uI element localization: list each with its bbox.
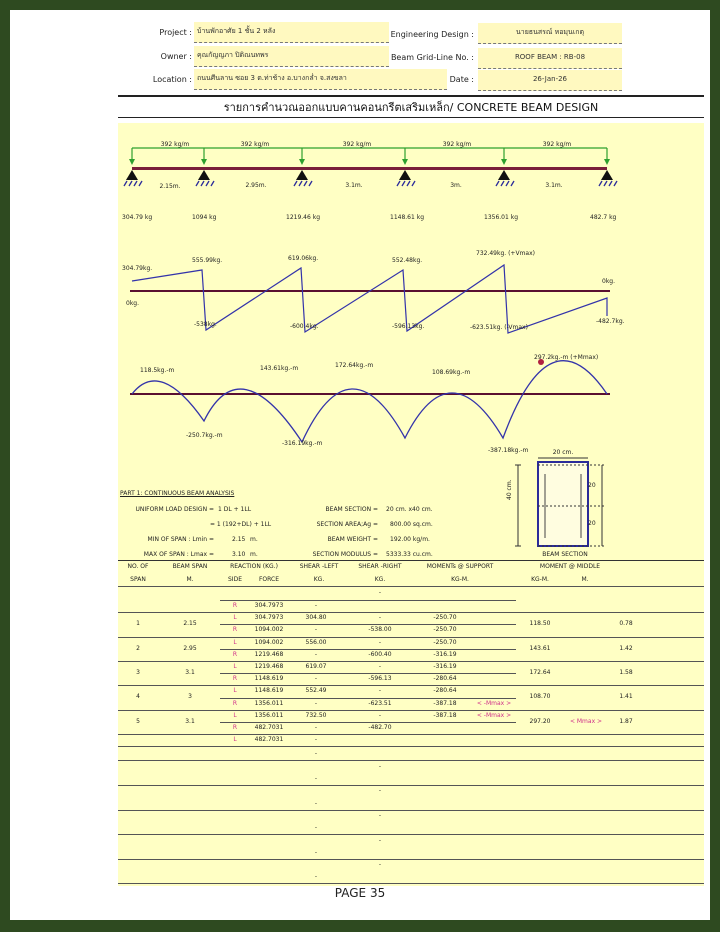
reaction-label: 304.79 kg xyxy=(122,214,153,221)
table-row-shear-left: 556.00 xyxy=(305,638,327,646)
table-row-force: 482.7031 xyxy=(254,736,284,744)
table-subheader: KG-M. xyxy=(451,576,469,583)
table-rule xyxy=(118,859,704,860)
moment-label: 297.2kg.-m (+Mmax) xyxy=(534,354,599,361)
table-row-shear-left: - xyxy=(314,724,318,731)
table-span-moment: 297.20 xyxy=(529,717,551,725)
table-row-shear-left: - xyxy=(314,602,318,609)
table-rule xyxy=(118,586,704,587)
support-hatch xyxy=(407,181,410,186)
section-width-label: 20 cm. xyxy=(552,449,574,456)
shear-label: -482.7kg. xyxy=(596,318,625,325)
table-rule xyxy=(516,685,704,686)
table-row-shear-right: -538.00 xyxy=(368,626,392,634)
section-height-label: 40 cm. xyxy=(506,479,513,500)
support-hatch xyxy=(124,181,127,186)
table-row-side: R xyxy=(232,699,238,707)
location-field: ถนนศีนลาน ซอย 3 ต.ท่าช้าง อ.บางกล่ำ จ.สงขลา xyxy=(194,69,447,90)
table-rule xyxy=(220,710,516,711)
table-rule xyxy=(516,612,704,613)
table-row-force: 1094.002 xyxy=(254,626,284,634)
reaction-label: 1094 kg xyxy=(192,214,217,221)
table-header: MOMENTs @ SUPPORT xyxy=(426,563,494,570)
load-diagram xyxy=(124,148,617,186)
reaction-label: 1356.01 kg xyxy=(484,214,519,221)
load-arrowhead xyxy=(604,159,610,165)
table-row-force: 1148.619 xyxy=(254,687,284,695)
table-span-length: 2.15 xyxy=(183,620,197,628)
load-label: 392 kg/m xyxy=(542,141,572,148)
support-hatch xyxy=(397,181,400,186)
max-span-unit: m. xyxy=(250,551,258,558)
table-row-moment-support: -387.18 xyxy=(433,711,457,719)
location-label: Location : xyxy=(152,75,192,84)
load-arrowhead xyxy=(201,159,207,165)
support-hatch xyxy=(139,181,142,186)
shear-label: -596.13kg. xyxy=(392,323,425,330)
shear-label: 304.79kg. xyxy=(122,265,153,272)
table-row-shear-left: 304.80 xyxy=(305,614,327,622)
table-rule xyxy=(220,649,516,650)
page-number: PAGE 35 xyxy=(334,886,386,900)
table-subheader: M. xyxy=(581,576,589,583)
table-header: MOMENT @ MIDDLE xyxy=(539,563,601,570)
load-arrowhead xyxy=(501,159,507,165)
table-rule xyxy=(118,661,220,662)
table-rule xyxy=(220,685,516,686)
beam-line xyxy=(132,167,607,170)
section-upper-label: 20 xyxy=(588,482,596,489)
load-label: 392 kg/m xyxy=(160,141,190,148)
section-modulus-label: SECTION MODULUS = xyxy=(312,551,378,558)
table-rule xyxy=(118,785,704,786)
table-row-moment-support: -387.18 xyxy=(433,699,457,707)
table-subheader: M. xyxy=(186,576,194,583)
project-field: บ้านพักอาศัย 1 ชั้น 2 หลัง xyxy=(194,22,389,43)
table-blank-cell: - xyxy=(314,873,318,881)
shear-label: 0kg. xyxy=(602,278,616,285)
table-blank-cell: - xyxy=(314,848,318,856)
support-hatch xyxy=(304,181,307,186)
table-rule xyxy=(118,685,220,686)
table-span-no: 4 xyxy=(136,693,140,701)
table-rule xyxy=(220,637,516,638)
table-row-moment-support: -250.70 xyxy=(433,626,457,634)
moment-label: 108.69kg.-m xyxy=(432,369,471,376)
table-row-moment-support: -250.70 xyxy=(433,614,457,622)
table-row-side: L xyxy=(233,638,237,646)
min-span-label: MIN OF SPAN : Lmin = xyxy=(147,536,214,543)
min-span-unit: m. xyxy=(250,536,258,543)
table-rule xyxy=(220,661,516,662)
calculation-sheet xyxy=(10,10,710,920)
table-blank-cell: - xyxy=(378,762,382,770)
uniform-load-label: UNIFORM LOAD DESIGN = xyxy=(135,506,214,513)
table-rule xyxy=(118,883,704,884)
project-label: Project : xyxy=(159,28,192,37)
table-top-line xyxy=(118,560,704,561)
support-hatch xyxy=(496,181,499,186)
table-header: NO. OF xyxy=(127,563,149,570)
load-arrowhead xyxy=(402,159,408,165)
support-hatch xyxy=(134,181,137,186)
table-row-shear-right: - xyxy=(378,687,382,695)
table-rule xyxy=(220,722,516,723)
table-row-moment-support: -250.70 xyxy=(433,638,457,646)
moment-label: 118.5kg.-m xyxy=(140,367,175,374)
support-hatch xyxy=(196,181,199,186)
date-label: Date : xyxy=(449,75,474,84)
table-blank-cell: - xyxy=(314,750,318,758)
table-row-side: L xyxy=(233,736,237,744)
table-rule xyxy=(118,810,704,811)
table-blank-cell: - xyxy=(314,824,318,832)
shear-label: 732.49kg. (+Vmax) xyxy=(476,250,535,257)
support-triangle xyxy=(126,170,138,180)
table-rule xyxy=(118,834,704,835)
part1-heading: PART 1: CONTINUOUS BEAM ANALYSIS xyxy=(120,490,235,497)
table-row-shear-right: - xyxy=(378,614,382,622)
table-span-moment: 108.70 xyxy=(529,693,551,701)
table-rule xyxy=(220,673,516,674)
table-rule xyxy=(220,624,516,625)
span-label: 3.1m. xyxy=(545,182,563,189)
page-title: รายการคำนวณออกแบบคานคอนกรีตเสริมเหล็ก/ CONCRETE BEAM DESIGN xyxy=(223,101,599,114)
support-hatch xyxy=(599,181,602,186)
support-hatch xyxy=(402,181,405,186)
table-row-shear-left: - xyxy=(314,626,318,634)
table-row-shear-right: - xyxy=(378,638,382,646)
grid-field: ROOF BEAM : RB-08 xyxy=(478,48,622,69)
section-caption: BEAM SECTION xyxy=(542,551,588,558)
grid-label: Beam Grid-Line No. : xyxy=(390,53,474,62)
span-label: 2.95m. xyxy=(245,182,267,189)
support-hatch xyxy=(211,181,214,186)
table-row-moment-support: -316.19 xyxy=(433,663,457,670)
table-rule xyxy=(516,734,704,735)
table-span-location: 1.87 xyxy=(619,717,633,725)
table-span-location: 1.58 xyxy=(619,669,633,676)
shear-label: 0kg. xyxy=(126,300,140,307)
uniform-load-value2: = 1 (192+DL) + 1LL xyxy=(210,521,272,528)
table-header: REACTION (KG.) xyxy=(230,563,278,570)
table-rule xyxy=(516,637,704,638)
table-row-shear-left: - xyxy=(314,650,318,658)
table-row-force: 1219.468 xyxy=(254,663,284,670)
table-header: SHEAR -RIGHT xyxy=(358,563,402,570)
moment-label: -387.18kg.-m xyxy=(488,447,529,454)
reaction-label: 1148.61 kg xyxy=(390,214,425,221)
table-rule xyxy=(516,661,704,662)
support-triangle xyxy=(498,170,510,180)
table-rule xyxy=(118,734,220,735)
reaction-label: 482.7 kg xyxy=(590,214,617,221)
table-row-shear-left: - xyxy=(314,675,318,683)
table-subheader: FORCE xyxy=(258,576,280,583)
support-hatch xyxy=(201,181,204,186)
table-span-location: 0.78 xyxy=(619,620,633,628)
table-row-side: L xyxy=(233,687,237,695)
table-row-shear-left: 552.49 xyxy=(305,687,327,695)
beam-section-drawing xyxy=(515,458,606,546)
engineer-label: Engineering Design : xyxy=(390,30,474,39)
support-triangle xyxy=(296,170,308,180)
table-span-no: 1 xyxy=(136,620,140,628)
table-span-no: 3 xyxy=(136,669,140,676)
table-row-mmax-flag: < -Mmax > xyxy=(476,699,512,707)
table-subheader: KG. xyxy=(374,576,386,583)
table-rule xyxy=(220,600,516,601)
table-subheader: KG. xyxy=(313,576,325,583)
table-row-shear-right: - xyxy=(378,663,382,670)
table-row-force: 1219.468 xyxy=(254,650,284,658)
load-arrowhead xyxy=(299,159,305,165)
max-span-value: 3.10 xyxy=(232,551,246,558)
load-label: 392 kg/m xyxy=(240,141,270,148)
table-row-shear-left: - xyxy=(314,699,318,707)
table-row-side: R xyxy=(232,724,238,731)
table-span-length: 3.1 xyxy=(185,669,195,676)
table-header: BEAM SPAN xyxy=(172,563,208,570)
date-field: 26-Jan-26 xyxy=(478,70,622,91)
table-row-side: R xyxy=(232,650,238,658)
owner-label: Owner : xyxy=(160,52,192,61)
table-rule xyxy=(220,698,516,699)
engineer-field: นายธนสรณ์ หอมุนเกตุ xyxy=(478,23,622,44)
table-row-shear-right: -623.51 xyxy=(368,699,392,707)
support-hatch xyxy=(299,181,302,186)
moment-label: 143.61kg.-m xyxy=(260,365,299,372)
support-hatch xyxy=(511,181,514,186)
table-row-shear-left: 732.50 xyxy=(305,711,327,719)
table-row-side: L xyxy=(233,663,237,670)
table-rule xyxy=(118,612,220,613)
table-span-length: 2.95 xyxy=(183,644,197,652)
table-row-moment-support: -280.64 xyxy=(433,675,457,683)
table-blank-cell: - xyxy=(314,799,318,807)
support-triangle xyxy=(601,170,613,180)
table-rule xyxy=(118,710,220,711)
shear-label: 619.06kg. xyxy=(288,255,319,262)
support-hatch xyxy=(129,181,132,186)
load-label: 392 kg/m xyxy=(442,141,472,148)
section-area-label: SECTION AREA;Ag = xyxy=(316,521,378,528)
table-row-moment-support: -280.64 xyxy=(433,687,457,695)
support-hatch xyxy=(614,181,617,186)
section-modulus-value: 5333.33 cu.cm. xyxy=(386,551,433,558)
beam-section-value: 20 cm. x40 cm. xyxy=(386,506,433,513)
table-rule xyxy=(516,710,704,711)
table-row-force: 304.7973 xyxy=(254,602,284,609)
moment-diagram xyxy=(130,359,610,442)
shear-label: -538kg. xyxy=(194,321,217,328)
support-triangle xyxy=(399,170,411,180)
table-row-side: L xyxy=(233,614,237,622)
table-header: SHEAR -LEFT xyxy=(299,563,339,570)
table-span-no: 2 xyxy=(136,644,140,652)
support-hatch xyxy=(412,181,415,186)
table-subheader: SPAN xyxy=(130,576,146,583)
table-span-moment: 172.64 xyxy=(529,669,551,676)
moment-label: 172.64kg.-m xyxy=(335,362,374,369)
load-arrowhead xyxy=(129,159,135,165)
table-rule xyxy=(220,734,516,735)
table-subheader: KG-M. xyxy=(531,576,549,583)
shear-label: -623.51kg. (-Vmax) xyxy=(470,324,528,331)
table-row-force: 1094.002 xyxy=(254,638,284,646)
reaction-label: 1219.46 kg xyxy=(286,214,321,221)
table-span-moment: 143.61 xyxy=(529,644,551,652)
shear-label: 552.48kg. xyxy=(392,257,423,264)
support-hatch xyxy=(501,181,504,186)
table-row-side: R xyxy=(232,626,238,634)
table-span-no: 5 xyxy=(136,717,140,725)
table-subheader: SIDE xyxy=(228,576,242,583)
section-area-value: 800.00 sq.cm. xyxy=(390,521,433,528)
table-rule xyxy=(220,612,516,613)
table-rule xyxy=(118,746,704,747)
table-row-side: R xyxy=(232,675,238,683)
support-hatch xyxy=(309,181,312,186)
table-row-shear-left: 619.07 xyxy=(305,663,327,670)
table-row-shear-left: - xyxy=(314,736,318,744)
support-hatch xyxy=(506,181,509,186)
table-span-moment: 118.50 xyxy=(529,620,551,628)
table-row-side: R xyxy=(232,602,238,609)
table-blank-cell: - xyxy=(378,836,382,844)
moment-label: -250.7kg.-m xyxy=(186,432,223,439)
table-row-shear-right: -596.13 xyxy=(368,675,392,683)
table-span-location: 1.41 xyxy=(619,693,633,701)
span-label: 3.1m. xyxy=(345,182,363,189)
table-row-mmax-flag: < -Mmax > xyxy=(476,711,512,719)
beam-diagrams xyxy=(10,10,710,570)
table-rule xyxy=(118,760,704,761)
table-row-force: 482.7031 xyxy=(254,724,284,731)
table-cell: - xyxy=(378,589,382,596)
table-span-length: 3 xyxy=(188,693,192,701)
owner-field: คุณกัญญภา ปิติณนทพร xyxy=(194,46,389,67)
support-hatch xyxy=(206,181,209,186)
table-row-force: 1356.011 xyxy=(254,711,284,719)
table-row-shear-right: -600.40 xyxy=(368,650,392,658)
min-span-value: 2.15 xyxy=(232,536,246,543)
table-row-shear-right: -482.70 xyxy=(368,724,392,731)
shear-label: 555.99kg. xyxy=(192,257,223,264)
table-row-moment-support: -316.19 xyxy=(433,650,457,658)
shear-label: -600.4kg. xyxy=(290,323,319,330)
beam-weight-value: 192.00 kg/m. xyxy=(390,536,430,543)
moment-label: -316.19kg.-m xyxy=(282,440,323,447)
table-row-side: L xyxy=(233,711,237,719)
table-row-force: 1356.011 xyxy=(254,699,284,707)
load-label: 392 kg/m xyxy=(342,141,372,148)
table-blank-cell: - xyxy=(378,787,382,795)
table-row-force: 304.7973 xyxy=(254,614,284,622)
max-span-label: MAX OF SPAN : Lmax = xyxy=(143,551,214,558)
table-blank-cell: - xyxy=(314,775,318,782)
moment-curve xyxy=(132,361,607,442)
beam-weight-label: BEAM WEIGHT = xyxy=(327,536,378,543)
support-hatch xyxy=(604,181,607,186)
span-label: 3m. xyxy=(450,182,462,189)
support-hatch xyxy=(609,181,612,186)
span-label: 2.15m. xyxy=(159,183,181,190)
section-lower-label: 20 xyxy=(588,520,596,527)
uniform-load-value: 1 DL + 1LL xyxy=(218,506,252,513)
beam-section-label: BEAM SECTION = xyxy=(325,506,378,513)
support-hatch xyxy=(294,181,297,186)
table-blank-cell: - xyxy=(378,861,382,869)
table-span-length: 3.1 xyxy=(185,717,195,725)
support-triangle xyxy=(198,170,210,180)
table-span-flag: < Mmax > xyxy=(569,717,603,725)
table-span-location: 1.42 xyxy=(619,644,633,652)
table-blank-cell: - xyxy=(378,811,382,819)
table-row-shear-right: - xyxy=(378,711,382,719)
table-row-force: 1148.619 xyxy=(254,675,284,683)
table-rule xyxy=(118,637,220,638)
